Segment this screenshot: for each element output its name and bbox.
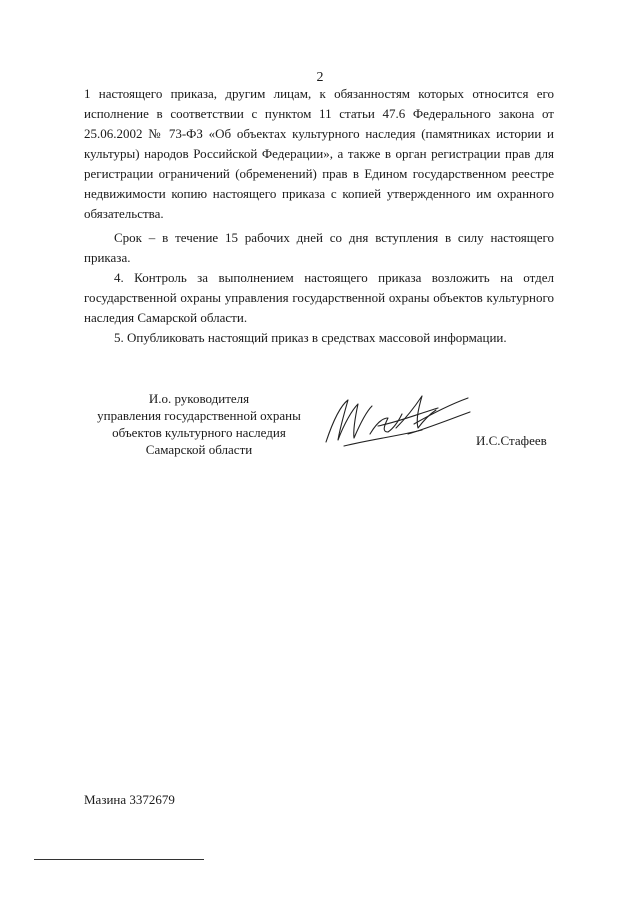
paragraph-item-5: 5. Опубликовать настоящий приказ в средствах массовой информации.	[114, 330, 507, 345]
signatory-position	[84, 390, 314, 458]
position-line: управления государственной охраны	[97, 408, 301, 423]
handwritten-signature	[318, 384, 478, 454]
position-line: Самарской области	[145, 442, 253, 457]
footer-divider	[34, 859, 204, 860]
document-body	[84, 84, 554, 348]
paragraph-deadline: Срок – в течение 15 рабочих дней со дня вступления в силу настоящего приказа.	[84, 230, 554, 265]
position-line: объектов культурного наследия	[112, 425, 286, 440]
paragraph-item-4: 4. Контроль за выполнением настоящего приказа возложить на отдел государственной охраны управления государственной охраны объектов культурного наследия Самарской области.	[84, 270, 554, 325]
position-line: И.о. руководителя	[148, 391, 250, 406]
paragraph-continuation: 1 настоящего приказа, другим лицам, к обязанностям которых относится его исполнение в соответствии с пунктом 11 статьи 47.6 Федерального закона от 25.06.2002 № 73-ФЗ «Об объектах культурного наследия (памятниках истории и культуры) народов Российской Федерации», а также в орган регистрации прав для регистрации ограничений (обременений) прав в Едином государственном реестре недвижимости копию настоящего приказа с копией утвержденного им охранного обязательства.	[84, 86, 554, 221]
page-number: 2	[316, 70, 324, 85]
executor-note: Мазина 3372679	[84, 792, 175, 807]
signer-name: И.С.Стафеев	[476, 433, 547, 448]
